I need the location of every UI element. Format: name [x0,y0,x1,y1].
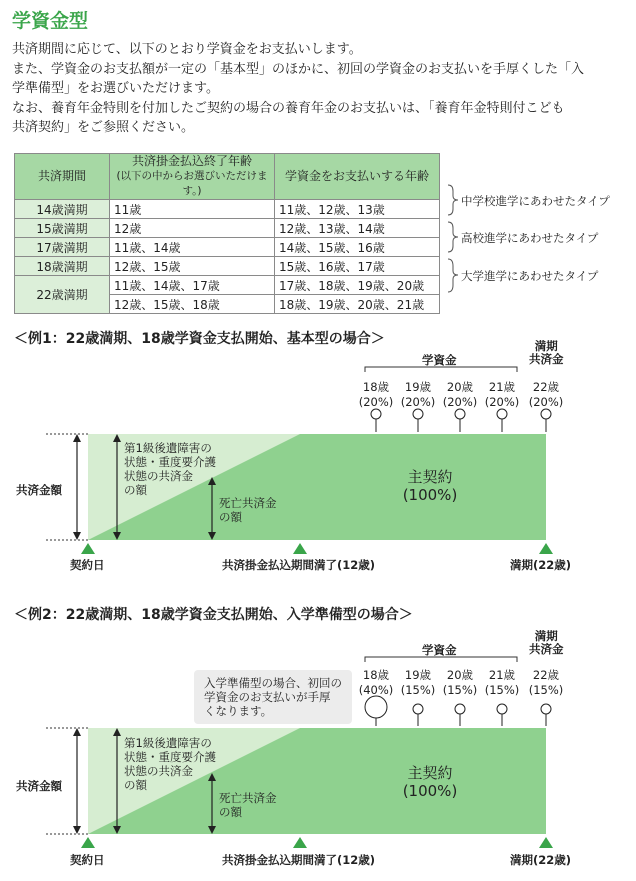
manki-line2: 共済金 [529,352,564,366]
death-line: の額 [219,510,242,524]
disability-line: 状態・重度要介護 [124,750,216,764]
note-line: くなります。 [204,704,273,718]
table-row [15,200,440,219]
marker-maturity [539,837,553,848]
year-age: 21歳 [488,668,516,682]
death-line: の額 [219,805,242,819]
brace-label-junior-high: 中学校進学にあわせたタイプ [461,194,610,208]
cell-end: 11歳 [110,200,275,219]
cell-pay: 12歳、13歳、14歳 [275,219,440,238]
disability-line: 状態の共済金 [124,764,193,778]
brace-junior-high [448,185,458,215]
disability-label [124,736,216,792]
table-header-row [15,154,440,200]
year-22 [526,380,566,410]
year-21 [482,380,522,410]
payout-pin-20 [455,704,465,726]
marker-contract-day [81,837,95,848]
maturity-label: 満期(22歳) [510,853,572,867]
intro-line: 共済契約」をご参照ください。 [12,120,195,135]
table-row [15,276,440,295]
year-19 [398,380,438,410]
year-age: 19歳 [404,668,432,682]
year-age: 20歳 [446,668,474,682]
gakushikin-label: 学資金 [422,643,457,657]
disability-label [124,441,216,497]
year-pct: (15%) [442,683,478,697]
year-age: 21歳 [488,380,516,394]
intro-line: なお、養育年金特則を付加したご契約の場合の養育年金のお支払いは、「養育年金特則付こども [12,100,565,116]
cell-end: 12歳、15歳、18歳 [110,295,275,314]
disability-line: 状態の共済金 [124,469,193,483]
year-age: 18歳 [362,380,390,394]
marker-maturity [539,543,553,554]
table-row [15,219,440,238]
payout-pin-19 [413,704,423,726]
manki-label [529,340,564,366]
cell-pay: 11歳、12歳、13歳 [275,200,440,219]
payout-pin-18 [365,696,387,726]
disability-line: の額 [124,778,147,792]
payout-pin-22 [541,704,551,726]
year-22 [526,668,566,698]
year-age: 19歳 [404,380,432,394]
example2-diagram [0,618,636,878]
cell-term: 17歳満期 [15,238,110,257]
main-line2: (100%) [402,782,458,800]
intro-line: 共済期間に応じて、以下のとおり学資金をお支払いします。 [12,42,362,57]
yaxis-label: 共済金額 [16,779,62,793]
example2-title: ＜例2：22歳満期、18歳学資金支払開始、入学準備型の場合＞ [14,607,413,623]
year-pct: (40%) [358,683,394,697]
manki-line1: 満期 [534,629,558,643]
cell-end: 12歳、15歳 [110,257,275,276]
marker-payment-end [293,837,307,848]
marker-payment-end [293,543,307,554]
year-pct: (20%) [528,395,564,409]
cell-term: 22歳満期 [15,276,110,314]
note-bubble [194,670,352,724]
contract-day-label: 契約日 [70,853,105,867]
year-age: 18歳 [362,668,390,682]
year-18 [356,668,396,698]
payout-pin-22 [541,409,551,432]
marker-contract-day [81,543,95,554]
manki-line2: 共済金 [529,642,564,656]
note-line: 入学準備型の場合、初回の [204,676,342,690]
cell-term: 14歳満期 [15,200,110,219]
death-label [219,791,277,819]
year-18 [356,380,396,410]
note-line: 学資金のお支払いが手厚 [204,690,331,704]
year-21 [482,668,522,698]
example1-title: ＜例1：22歳満期、18歳学資金支払開始、基本型の場合＞ [14,331,385,347]
payout-pin-21 [497,704,507,726]
intro-line: また、学資金のお支払額が一定の「基本型」のほかに、初回の学資金のお支払いを手厚くした「入 [12,61,585,77]
cell-pay: 14歳、15歳、16歳 [275,238,440,257]
header-end-age [110,154,275,200]
payment-end-label: 共済掛金払込期間満了(12歳) [222,558,376,572]
payment-end-label: 共済掛金払込期間満了(12歳) [222,853,376,867]
yaxis-label: 共済金額 [16,483,62,497]
year-age: 22歳 [532,380,560,394]
cell-term: 18歳満期 [15,257,110,276]
payout-pin-21 [497,409,507,432]
year-pct: (20%) [358,395,394,409]
year-pct: (20%) [484,395,520,409]
main-line2: (100%) [402,486,458,504]
death-label [219,496,277,524]
death-line: 死亡共済金 [219,496,277,510]
main-line1: 主契約 [407,764,453,782]
brace-high-school [448,222,458,252]
manki-line1: 満期 [534,339,558,353]
manki-label [529,630,564,656]
year-pct: (20%) [400,395,436,409]
intro-line: 学準備型」をお選びいただけます。 [12,81,219,96]
disability-line: の額 [124,483,147,497]
cell-term: 15歳満期 [15,219,110,238]
header-end-line2: (以下の中からお選びいただけます。) [116,170,268,197]
cell-end: 11歳、14歳、17歳 [110,276,275,295]
year-age: 22歳 [532,668,560,682]
maturity-label: 満期(22歳) [510,558,572,572]
death-line: 死亡共済金 [219,791,277,805]
payout-pin-19 [413,409,423,432]
cell-pay: 17歳、18歳、19歳、20歳 [275,276,440,295]
brace-label-high-school: 高校進学にあわせたタイプ [461,231,599,245]
main-contract-label [390,468,470,504]
disability-line: 第1級後遺障害の [124,736,212,750]
year-19 [398,668,438,698]
brace-label-university: 大学進学にあわせたタイプ [461,269,599,283]
page-title: 学資金型 [12,10,89,32]
table-row [15,257,440,276]
year-20 [440,668,480,698]
disability-line: 状態・重度要介護 [124,455,216,469]
example1-diagram [0,340,636,600]
header-term: 共済期間 [15,154,110,200]
year-pct: (15%) [484,683,520,697]
main-line1: 主契約 [407,468,453,486]
header-pay-age: 学資金をお支払いする年齢 [275,154,440,200]
year-pct: (20%) [442,395,478,409]
year-pct: (15%) [528,683,564,697]
year-pct: (15%) [400,683,436,697]
cell-end: 11歳、14歳 [110,238,275,257]
payout-pin-18 [371,409,381,432]
main-contract-label [390,764,470,800]
payout-pin-20 [455,409,465,432]
cell-pay: 15歳、16歳、17歳 [275,257,440,276]
year-20 [440,380,480,410]
brace-university [448,259,458,292]
cell-end: 12歳 [110,219,275,238]
table-row [15,238,440,257]
disability-line: 第1級後遺障害の [124,441,212,455]
intro-paragraph [12,40,622,138]
gakushikin-label: 学資金 [422,353,457,367]
term-table [14,153,440,314]
contract-day-label: 契約日 [70,558,105,572]
header-end-line1: 共済掛金払込終了年齢 [131,154,252,168]
cell-pay: 18歳、19歳、20歳、21歳 [275,295,440,314]
year-age: 20歳 [446,380,474,394]
